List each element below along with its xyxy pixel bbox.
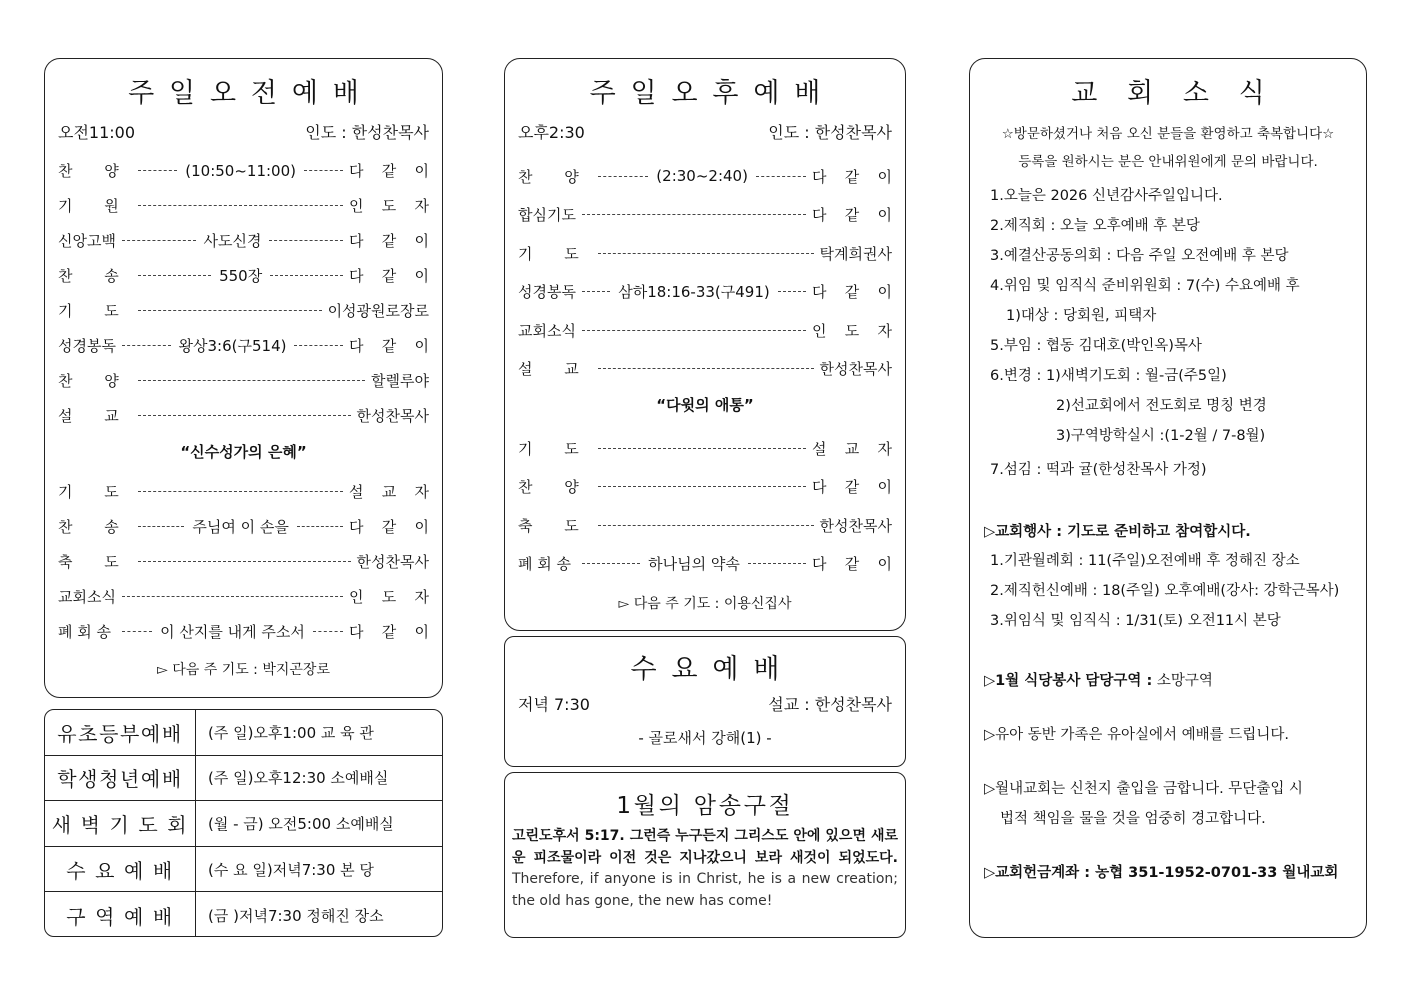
order-label: 신앙고백 [58,232,116,250]
order-person: 설 교 자 [348,483,436,501]
order-label: 축 도 [58,553,133,571]
order-row [505,157,905,196]
leader-dashes [138,380,365,381]
offering-account: ▷교회헌금계좌 : 농협 351-1952-0701-33 월내교회 [984,865,1339,881]
order-person: 탁계희권사 [819,244,892,263]
news-item: 6.변경 : 1)새벽기도회 : 월-금(주5일) [990,368,1227,384]
news-item: 3)구역방학실시 :(1-2월 / 7-8월) [1056,428,1266,444]
afternoon-next-prayer: ▻ 다음 주 기도 : 이용신집사 [618,596,792,612]
leader-dashes [122,631,152,632]
leader-dashes [748,563,806,564]
order-person: 다 같 이 [348,518,436,536]
schedule-row [45,801,442,847]
memory-verse-english: Therefore, if anyone is in Christ, he is a new creation; the old has gone, the new has come! [512,871,898,909]
order-row [505,350,905,389]
afternoon-service-time: 오후2:30 [518,123,585,142]
morning-next-prayer: ▻ 다음 주 기도 : 박지곤장로 [157,662,330,678]
afternoon-sermon-title: “다윗의 애통” [656,396,754,414]
wednesday-service-subhead [505,692,905,715]
news-item: 5.부임 : 협동 김대호(박인옥)목사 [990,338,1202,354]
order-label: 찬 양 [518,478,593,497]
event-item: 1.기관월례회 : 11(주일)오전예배 후 정해진 장소 [990,553,1300,569]
meal-service [984,669,1366,690]
leader-dashes [138,310,321,311]
leader-dashes [582,330,806,331]
order-row [505,311,905,350]
order-detail: (2:30~2:40) [656,167,748,186]
news-item: 1.오늘은 2026 신년감사주일입니다. [990,188,1223,204]
order-row [505,429,905,468]
schedule-service-name: 수 요 예 배 [45,847,196,892]
order-person: 다 같 이 [811,206,899,225]
order-person: 다 같 이 [811,167,899,186]
order-detail: 하나님의 약속 [648,555,740,574]
morning-service-title: 주일오전예배 [128,78,374,109]
order-row [45,328,442,363]
order-person: 다 같 이 [811,478,899,497]
order-row [45,188,442,223]
church-news-title: 교회소식 [1071,78,1295,109]
afternoon-service-title: 주일오후예배 [589,78,836,109]
order-label: 설 교 [518,360,593,379]
order-person: 인 도 자 [811,321,899,340]
leader-dashes [122,596,343,597]
order-row [505,234,905,273]
wednesday-service-time: 저녁 7:30 [518,695,590,714]
schedule-service-name: 학생청년예배 [45,756,196,801]
order-person: 한성찬목사 [819,360,892,379]
morning-sermon-title: “신수성가의 은혜” [180,443,307,461]
order-label: 교회소식 [58,588,116,606]
schedule-service-time: (수 요 일)저녁7:30 본 당 [208,860,374,879]
meal-service-heading: ▷1월 식당봉사 담당구역 : [984,673,1153,689]
church-news-panel [969,58,1367,938]
infant-notice: ▷유아 동반 가족은 유아실에서 예배를 드립니다. [984,727,1289,743]
leader-dashes [598,448,806,449]
schedule-service-name: 유초등부예배 [45,710,196,755]
leader-dashes [138,275,211,276]
schedule-service-time: (월 - 금) 오전5:00 소예배실 [208,814,394,833]
order-person: 이성광원로장로 [327,302,429,320]
order-row [45,398,442,433]
welcome-line-1: ☆방문하셨거나 처음 오신 분들을 환영하고 축복합니다☆ [1001,126,1335,142]
order-person: 다 같 이 [811,283,899,302]
events-heading: ▷교회행사 : 기도로 준비하고 참여합시다. [984,524,1251,540]
leader-dashes [138,205,343,206]
order-label: 기 도 [518,439,593,458]
leader-dashes [598,368,813,369]
order-row [45,614,442,649]
order-person: 다 같 이 [349,623,436,641]
order-label: 기 도 [518,244,593,263]
order-label: 찬 송 [58,267,133,285]
order-row [45,474,442,509]
order-person: 인 도 자 [348,197,436,215]
order-row [45,258,442,293]
morning-service-panel [44,58,443,698]
meal-service-value: 소망구역 [1152,673,1213,689]
order-detail: 사도신경 [203,232,262,250]
order-detail: 이 산지를 내게 주소서 [160,623,305,641]
order-person: 설 교 자 [811,439,899,458]
leader-dashes [138,415,350,416]
order-label: 찬 양 [58,372,133,390]
afternoon-order-list-2 [505,429,905,583]
warning-line-2: 법적 책임을 물을 것을 엄중히 경고합니다. [1000,811,1266,827]
leader-dashes [138,561,350,562]
welcome-line-2: 등록을 원하시는 분은 안내위원에게 문의 바랍니다. [1018,154,1318,170]
order-label: 찬 양 [518,167,593,186]
leader-dashes [270,275,343,276]
order-row [45,544,442,579]
event-item: 3.위임식 및 임직식 : 1/31(토) 오전11시 본당 [990,613,1281,629]
afternoon-service-leader: 인도 : 한성찬목사 [768,123,892,142]
order-person: 다 같 이 [349,232,436,250]
order-detail: 주님여 이 손을 [192,518,289,536]
order-row [45,153,442,188]
order-row [505,273,905,312]
order-label: 기 도 [58,483,133,501]
order-label: 기 도 [58,302,133,320]
order-person: 한성찬목사 [356,407,429,425]
leader-dashes [582,563,640,564]
news-list [970,184,1366,486]
schedule-row [45,756,442,802]
afternoon-order-list [505,157,905,388]
schedule-row [45,710,442,756]
order-person: 다 같 이 [812,555,899,574]
leader-dashes [582,291,610,292]
order-person: 다 같 이 [349,267,436,285]
order-label: 찬 송 [58,518,133,536]
leader-dashes [297,526,343,527]
wednesday-service-panel [504,636,906,767]
order-row [45,223,442,258]
warning-line-1: ▷월내교회는 신천지 출입을 금합니다. 무단출입 시 [984,781,1303,797]
leader-dashes [304,170,343,171]
schedule-service-name: 새 벽 기 도 회 [45,801,196,846]
order-row [505,545,905,584]
wednesday-service-subject: - 골로새서 강해(1) - [638,729,772,747]
memory-verse-title: 1월의 암송구절 [616,793,794,819]
order-row [45,293,442,328]
worship-schedule-table [44,709,443,937]
order-row [505,468,905,507]
order-label: 성경봉독 [58,337,116,355]
order-label: 축 도 [518,516,593,535]
order-person: 한성찬목사 [356,553,429,571]
order-person: 다 같 이 [348,337,436,355]
order-label: 폐 회 송 [518,555,572,574]
schedule-service-time: (주 일)오후1:00 교 육 관 [208,723,374,742]
leader-dashes [582,214,806,215]
events-list [970,549,1366,639]
order-label: 교회소식 [518,321,576,340]
order-detail: 550장 [219,267,263,285]
order-row [505,506,905,545]
leader-dashes [598,253,813,254]
memory-verse-text [505,826,905,912]
leader-dashes [269,240,343,241]
order-person: 한성찬목사 [819,516,892,535]
morning-service-time: 오전11:00 [58,123,136,142]
memory-verse-korean: 고린도후서 5:17. 그런즉 누구든지 그리스도 안에 있으면 새로운 피조물이라 이전 것은 지나갔으니 보라 새것이 되었도다. [512,828,898,866]
order-person: 다 같 이 [348,162,436,180]
wednesday-service-preacher: 설교 : 한성찬목사 [768,695,892,714]
leader-dashes [598,176,648,177]
memory-verse-panel [504,772,906,938]
news-item: 3.예결산공동의회 : 다음 주일 오전예배 후 본당 [990,248,1289,264]
news-item: 2.제직회 : 오늘 오후예배 후 본당 [990,218,1200,234]
order-detail: (10:50~11:00) [185,161,296,180]
news-item: 4.위임 및 임직식 준비위원회 : 7(수) 수요예배 후 [990,278,1300,294]
leader-dashes [138,170,177,171]
afternoon-service-panel [504,58,906,631]
news-item: 2)선교회에서 전도회로 명칭 변경 [1056,398,1267,414]
order-label: 합심기도 [518,206,576,225]
news-item: 1)대상 : 당회원, 피택자 [1006,308,1157,324]
morning-service-leader: 인도 : 한성찬목사 [305,123,429,142]
schedule-service-time: (금 )저녁7:30 정해진 장소 [208,906,384,925]
order-label: 설 교 [58,407,133,425]
leader-dashes [138,491,343,492]
leader-dashes [122,345,171,346]
morning-order-list [45,153,442,433]
leader-dashes [294,345,343,346]
order-person: 인 도 자 [348,588,436,606]
schedule-row [45,892,442,937]
leader-dashes [122,240,196,241]
leader-dashes [313,631,343,632]
leader-dashes [598,525,813,526]
schedule-service-time: (주 일)오후12:30 소예배실 [208,769,389,788]
order-row [505,196,905,235]
order-label: 기 원 [58,197,133,215]
order-row [45,509,442,544]
order-detail: 왕상3:6(구514) [178,337,287,355]
morning-order-list-2 [45,474,442,649]
order-label: 폐 회 송 [58,623,112,641]
schedule-service-name: 구 역 예 배 [45,892,196,937]
order-row [45,363,442,398]
order-label: 찬 양 [58,162,133,180]
leader-dashes [138,526,184,527]
leader-dashes [756,176,806,177]
order-label: 성경봉독 [518,283,576,302]
wednesday-service-title: 수요예배 [630,654,795,685]
morning-service-subhead [45,120,442,143]
order-detail: 삼하18:16-33(구491) [618,283,770,302]
order-person: 할렐루야 [371,372,429,390]
news-item: 7.섬김 : 떡과 귤(한성찬목사 가정) [990,462,1207,478]
order-row [45,579,442,614]
event-item: 2.제직헌신예배 : 18(주일) 오후예배(강사: 강학근목사) [990,583,1340,599]
leader-dashes [598,486,806,487]
afternoon-service-subhead [505,120,905,143]
leader-dashes [778,291,806,292]
schedule-row [45,847,442,893]
